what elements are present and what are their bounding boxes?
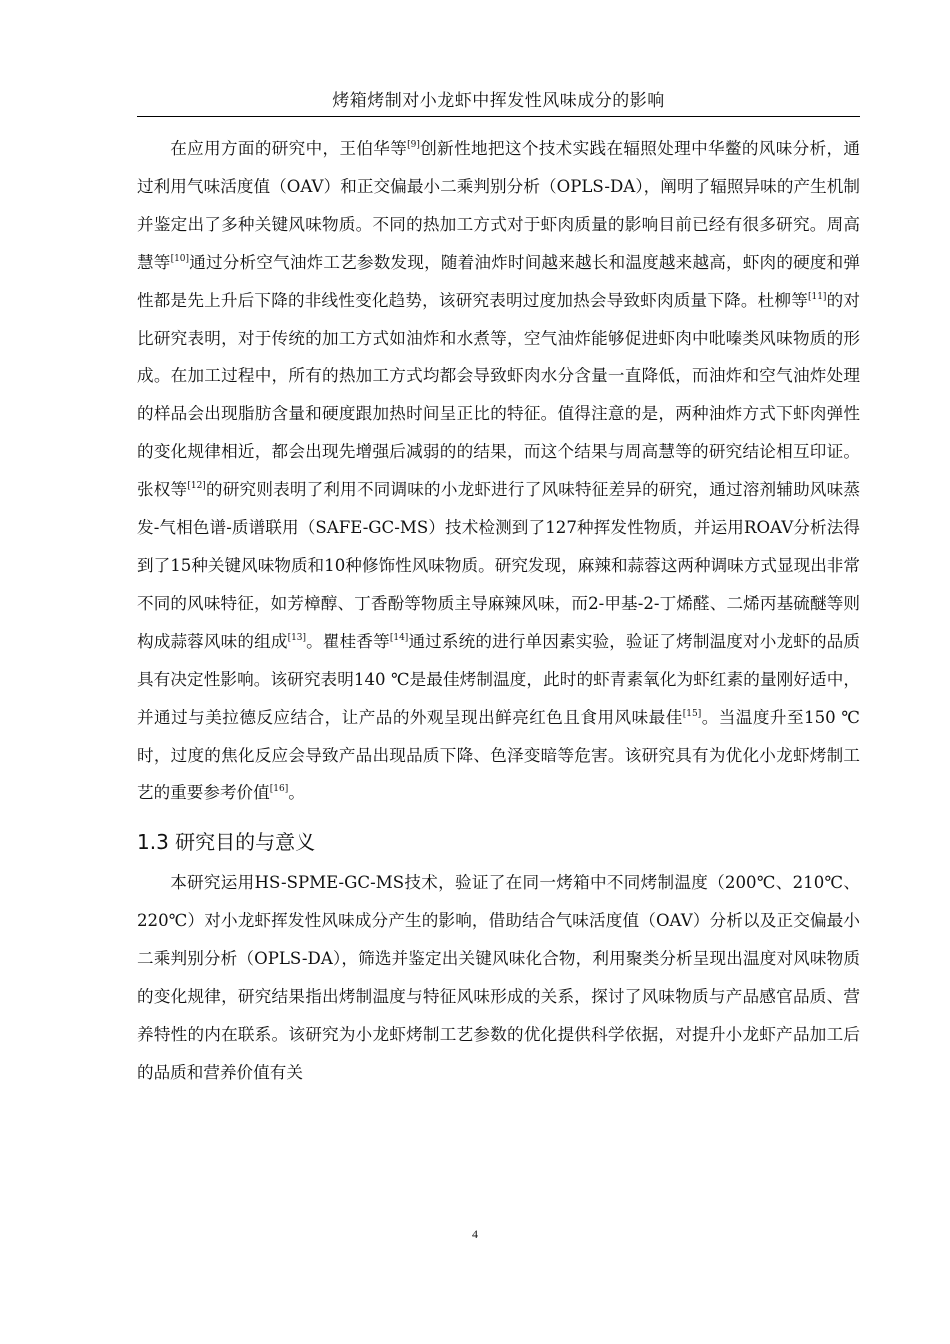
citation-ref: [15]	[682, 708, 702, 719]
paragraph-research-purpose: 本研究运用HS-SPME-GC-MS技术，验证了在同一烤箱中不同烤制温度（200℃、210℃、220℃）对小龙虾挥发性风味成分产生的影响，借助结合气味活度值（OAV）分析以及正交偏最小二乘判别分析（OPLS-DA），筛选并鉴定出关键风味化合物，利用聚类分析呈现出温度对风味物质的变化规律，研究结果指出烤制温度与特征风味形成的关系，探讨了风味物质与产品感官品质、营养特性的内在联系。该研究为小龙虾烤制工艺参数的优化提供科学依据，对提升小龙虾产品加工后的品质和营养价值有关	[137, 873, 860, 1082]
paragraph-research-applications	[137, 130, 860, 812]
citation-ref: [12]	[187, 481, 206, 492]
citation-ref: [16]	[269, 784, 289, 795]
text-run: 创新性地把这个技术实践在辐照处理中华鳖的风味分析，通过利用气味活度值（OAV）和正交偏最小二乘判别分析（OPLS-DA），阐明了辐照异味的产生机制并鉴定出了多种关键风味物质。不同的热加工方式对于虾肉质量的影响目前已经有很多研究。周高慧等	[137, 139, 861, 272]
text-run: 。	[288, 783, 305, 803]
citation-ref: [13]	[287, 632, 307, 643]
text-run: 的对比研究表明，对于传统的加工方式如油炸和水煮等，空气油炸能够促进虾肉中吡嗪类风味物质的形成。在加工过程中，所有的热加工方式均都会导致虾肉水分含量一直降低，而油炸和空气油炸处理的样品会出现脂肪含量和硬度跟加热时间呈正比的特征。值得注意的是，两种油炸方式下虾肉弹性的变化规律相近，都会出现先增强后减弱的的结果，而这个结果与周高慧等的研究结论相互印证。张权等	[137, 290, 861, 500]
running-header	[137, 90, 860, 117]
text-run: 。瞿桂香等	[306, 631, 390, 651]
citation-ref: [14]	[389, 632, 409, 643]
page-number: 4	[472, 1227, 478, 1241]
body-text	[137, 130, 860, 1092]
text-run: 通过分析空气油炸工艺参数发现，随着油炸时间越来越长和温度越来越高，虾肉的硬度和弹性都是先上升后下降的非线性变化趋势，该研究表明过度加热会导致虾肉质量下降。杜柳等	[137, 252, 861, 310]
citation-ref: [11]	[807, 291, 827, 302]
text-run: 通过系统的进行单因素实验，验证了烤制温度对小龙虾的品质具有决定性影响。该研究表明140 ℃是最佳烤制温度，此时的虾青素氧化为虾红素的量刚好适中，并通过与美拉德反应结合，让产品的外观呈现出鲜亮红色且食用风味最佳	[137, 631, 860, 727]
text-run: 的研究则表明了利用不同调味的小龙虾进行了风味特征差异的研究，通过溶剂辅助风味蒸发-气相色谱-质谱联用（SAFE-GC-MS）技术检测到了127种挥发性物质，并运用ROAV分析法得到了15种关键风味物质和10种修饰性风味物质。研究发现，麻辣和蒜蓉这两种调味方式显现出非常不同的风味特征，如芳樟醇、丁香酚等物质主导麻辣风味，而2-甲基-2-丁烯醛、二烯丙基硫醚等则构成蒜蓉风味的组成	[137, 480, 861, 651]
citation-ref: [10]	[170, 253, 190, 264]
text-run: 。当温度升至150 ℃时，过度的焦化反应会导致产品出现品质下降、色泽变暗等危害。该研究具有为优化小龙虾烤制工艺的重要参考价值	[137, 707, 860, 803]
running-header-title: 烤箱烤制对小龙虾中挥发性风味成分的影响	[332, 91, 665, 111]
section-heading: 1.3 研究目的与意义	[137, 830, 316, 855]
text-run: 在应用方面的研究中，王伯华等	[170, 139, 408, 158]
citation-ref: [9]	[407, 140, 420, 150]
